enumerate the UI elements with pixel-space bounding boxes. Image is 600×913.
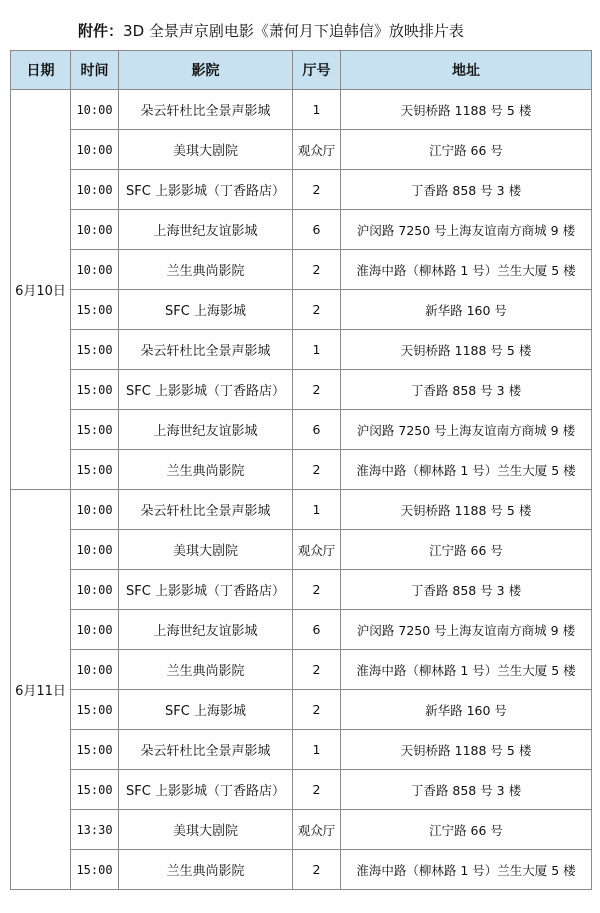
time-cell: 10:00 (71, 610, 119, 650)
hall-cell: 1 (293, 730, 341, 770)
header-date: 日期 (11, 51, 71, 90)
header-cinema: 影院 (119, 51, 293, 90)
address-cell: 丁香路 858 号 3 楼 (341, 170, 592, 210)
time-cell: 15:00 (71, 730, 119, 770)
time-cell: 10:00 (71, 90, 119, 130)
time-cell: 10:00 (71, 250, 119, 290)
hall-cell: 2 (293, 290, 341, 330)
hall-cell: 1 (293, 90, 341, 130)
address-cell: 丁香路 858 号 3 楼 (341, 570, 592, 610)
time-cell: 15:00 (71, 370, 119, 410)
attachment-label: 附件 (78, 22, 109, 40)
time-cell: 10:00 (71, 490, 119, 530)
schedule-table (10, 50, 592, 890)
address-cell: 淮海中路（柳林路 1 号）兰生大厦 5 楼 (341, 650, 592, 690)
cinema-cell: 朵云轩杜比全景声影城 (119, 330, 293, 370)
table-row (11, 130, 592, 170)
cinema-cell: SFC 上海影城 (119, 690, 293, 730)
time-cell: 15:00 (71, 450, 119, 490)
time-cell: 15:00 (71, 850, 119, 890)
header-time: 时间 (71, 51, 119, 90)
table-row (11, 770, 592, 810)
address-cell: 淮海中路（柳林路 1 号）兰生大厦 5 楼 (341, 450, 592, 490)
table-row (11, 290, 592, 330)
time-cell: 15:00 (71, 770, 119, 810)
hall-cell: 2 (293, 770, 341, 810)
address-cell: 淮海中路（柳林路 1 号）兰生大厦 5 楼 (341, 850, 592, 890)
cinema-cell: 上海世纪友谊影城 (119, 610, 293, 650)
cinema-cell: 兰生典尚影院 (119, 250, 293, 290)
cinema-cell: SFC 上影影城（丁香路店） (119, 370, 293, 410)
cinema-cell: 朵云轩杜比全景声影城 (119, 490, 293, 530)
title-text: 3D 全景声京剧电影《萧何月下追韩信》放映排片表 (123, 22, 464, 40)
table-row (11, 490, 592, 530)
address-cell: 新华路 160 号 (341, 290, 592, 330)
hall-cell: 观众厅 (293, 810, 341, 850)
cinema-cell: 美琪大剧院 (119, 810, 293, 850)
cinema-cell: 兰生典尚影院 (119, 850, 293, 890)
header-hall: 厅号 (293, 51, 341, 90)
time-cell: 15:00 (71, 330, 119, 370)
table-row (11, 530, 592, 570)
cinema-cell: 美琪大剧院 (119, 130, 293, 170)
table-row (11, 450, 592, 490)
table-row (11, 610, 592, 650)
date-cell: 6月11日 (11, 490, 71, 890)
cinema-cell: SFC 上海影城 (119, 290, 293, 330)
table-row (11, 730, 592, 770)
table-row (11, 850, 592, 890)
address-cell: 丁香路 858 号 3 楼 (341, 370, 592, 410)
address-cell: 淮海中路（柳林路 1 号）兰生大厦 5 楼 (341, 250, 592, 290)
document-title (78, 19, 464, 43)
hall-cell: 2 (293, 850, 341, 890)
address-cell: 新华路 160 号 (341, 690, 592, 730)
hall-cell: 2 (293, 570, 341, 610)
cinema-cell: 美琪大剧院 (119, 530, 293, 570)
cinema-cell: 上海世纪友谊影城 (119, 210, 293, 250)
address-cell: 天钥桥路 1188 号 5 楼 (341, 330, 592, 370)
time-cell: 15:00 (71, 290, 119, 330)
time-cell: 13:30 (71, 810, 119, 850)
hall-cell: 6 (293, 610, 341, 650)
cinema-cell: 朵云轩杜比全景声影城 (119, 90, 293, 130)
hall-cell: 2 (293, 650, 341, 690)
title-colon: ： (108, 22, 124, 40)
hall-cell: 1 (293, 330, 341, 370)
hall-cell: 2 (293, 250, 341, 290)
table-row (11, 810, 592, 850)
time-cell: 10:00 (71, 170, 119, 210)
table-row (11, 650, 592, 690)
header-address: 地址 (341, 51, 592, 90)
address-cell: 江宁路 66 号 (341, 130, 592, 170)
table-row (11, 330, 592, 370)
time-cell: 10:00 (71, 130, 119, 170)
time-cell: 15:00 (71, 690, 119, 730)
date-cell: 6月10日 (11, 90, 71, 490)
address-cell: 天钥桥路 1188 号 5 楼 (341, 490, 592, 530)
address-cell: 江宁路 66 号 (341, 810, 592, 850)
hall-cell: 2 (293, 690, 341, 730)
hall-cell: 6 (293, 210, 341, 250)
address-cell: 沪闵路 7250 号上海友谊南方商城 9 楼 (341, 610, 592, 650)
table-row (11, 170, 592, 210)
cinema-cell: SFC 上影影城（丁香路店） (119, 770, 293, 810)
time-cell: 10:00 (71, 650, 119, 690)
table-row (11, 90, 592, 130)
hall-cell: 2 (293, 370, 341, 410)
table-row (11, 410, 592, 450)
address-cell: 江宁路 66 号 (341, 530, 592, 570)
hall-cell: 2 (293, 170, 341, 210)
cinema-cell: SFC 上影影城（丁香路店） (119, 570, 293, 610)
cinema-cell: 兰生典尚影院 (119, 650, 293, 690)
header-row (11, 51, 592, 90)
time-cell: 10:00 (71, 210, 119, 250)
address-cell: 天钥桥路 1188 号 5 楼 (341, 730, 592, 770)
cinema-cell: 兰生典尚影院 (119, 450, 293, 490)
time-cell: 10:00 (71, 570, 119, 610)
address-cell: 沪闵路 7250 号上海友谊南方商城 9 楼 (341, 410, 592, 450)
hall-cell: 2 (293, 450, 341, 490)
address-cell: 天钥桥路 1188 号 5 楼 (341, 90, 592, 130)
hall-cell: 观众厅 (293, 130, 341, 170)
hall-cell: 6 (293, 410, 341, 450)
schedule-body (11, 90, 592, 890)
table-row (11, 370, 592, 410)
address-cell: 沪闵路 7250 号上海友谊南方商城 9 楼 (341, 210, 592, 250)
cinema-cell: SFC 上影影城（丁香路店） (119, 170, 293, 210)
hall-cell: 1 (293, 490, 341, 530)
cinema-cell: 上海世纪友谊影城 (119, 410, 293, 450)
table-row (11, 250, 592, 290)
hall-cell: 观众厅 (293, 530, 341, 570)
time-cell: 15:00 (71, 410, 119, 450)
table-row (11, 570, 592, 610)
cinema-cell: 朵云轩杜比全景声影城 (119, 730, 293, 770)
address-cell: 丁香路 858 号 3 楼 (341, 770, 592, 810)
table-row (11, 210, 592, 250)
table-row (11, 690, 592, 730)
time-cell: 10:00 (71, 530, 119, 570)
